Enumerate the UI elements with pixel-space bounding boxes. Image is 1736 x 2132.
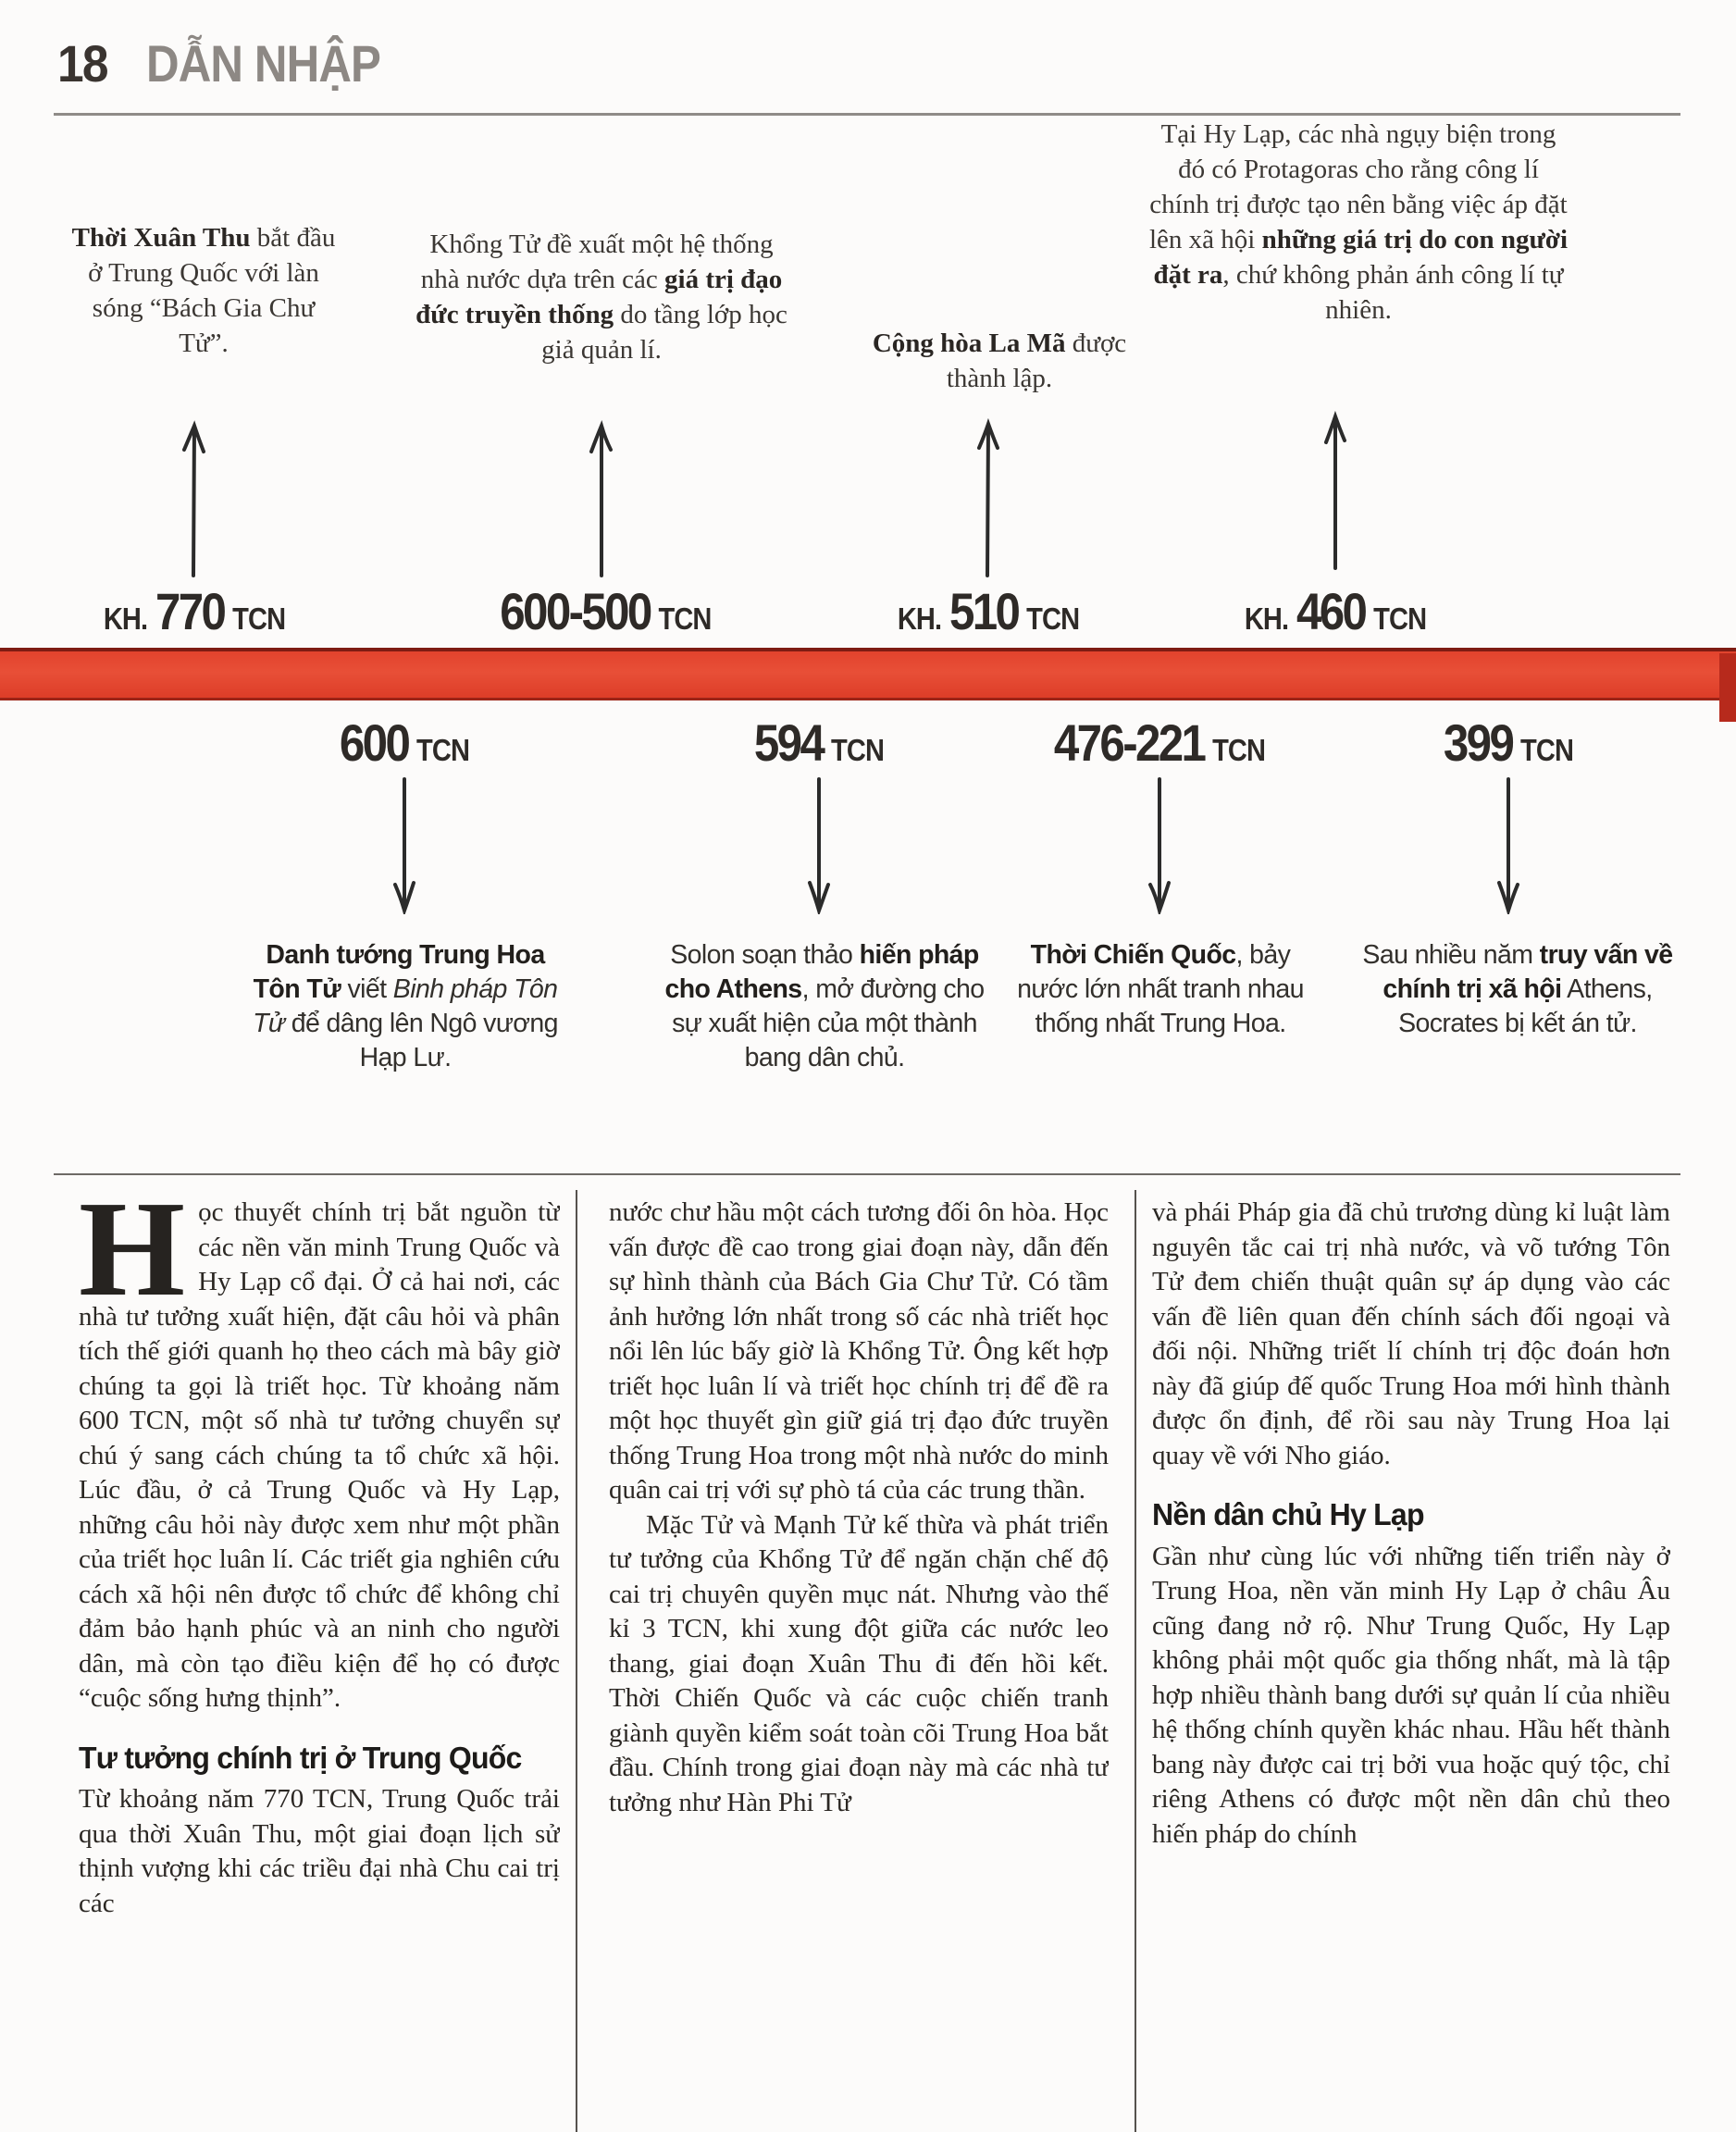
up-arrow-icon — [1319, 409, 1352, 576]
date-prefix: KH. — [897, 601, 942, 636]
down-arrow-icon — [1143, 775, 1176, 914]
event-date-510 — [849, 581, 1126, 641]
date-suffix: TCN — [232, 601, 286, 636]
paragraph-text: ọc thuyết chính trị bắt nguồn từ các nền văn minh Trung Quốc và Hy Lạp cổ đại. Ở cả hai nơi, các nhà tư tưởng xuất hiện, đặt câu hỏi và phân tích thế giới quanh họ theo cách mà bây giờ chúng ta gọi là triết học. Từ khoảng năm 600 TCN, một số nhà tư tưởng chuyển sự chú ý sang cách chúng ta tổ chức xã hội. Lúc đầu, ở cả Trung Quốc và Hy Lạp, những câu hỏi này được xem như một phần của triết học luân lí. Các triết gia nghiên cứu cách xã hội nên được tổ chức để không chỉ đảm bảo hạnh phúc và an ninh cho người dân, mà còn tạo điều kiện để họ có được “cuộc sống hưng thịnh”. — [79, 1197, 560, 1713]
date-suffix: TCN — [1520, 733, 1574, 767]
down-arrow-icon — [388, 775, 421, 914]
timeline-event-top-1: Thời Xuân Thu bắt đầu ở Trung Quốc với làn sóng “Bách Gia Chư Tử”. — [71, 223, 336, 358]
date-suffix: TCN — [1373, 601, 1427, 636]
article-column-1 — [79, 1196, 560, 2132]
up-arrow-icon — [972, 418, 1005, 581]
event-date-476-221 — [1021, 713, 1297, 773]
header-rule — [54, 113, 1680, 116]
event-date-594 — [680, 713, 957, 773]
date-number: 600 — [339, 713, 409, 772]
column-divider — [1135, 1190, 1136, 2132]
article-column-3 — [1152, 1196, 1670, 2132]
down-arrow-icon — [802, 775, 836, 914]
date-suffix: TCN — [1212, 733, 1266, 767]
timeline-event-bottom-1: Danh tướng Trung Hoa Tôn Tử viết Binh pháp Tôn Tử để dâng lên Ngô vương Hạp Lư. — [253, 940, 558, 1072]
column-divider — [576, 1190, 577, 2132]
date-number: 460 — [1296, 582, 1366, 640]
date-number: 476-221 — [1053, 713, 1205, 772]
article-paragraph: Mặc Tử và Mạnh Tử kế thừa và phát triển tư tưởng của Khổng Tử để ngăn chặn chế độ cai trị chuyên quyền mục nát. Nhưng vào thế kỉ 3 TCN, khi xung đột giữa các nước leo thang, giai đoạn Xuân Thu đi đến hồi kết. Thời Chiến Quốc và các cuộc chiến tranh giành quyền kiểm soát toàn cõi Trung Hoa bắt đầu. Chính trong giai đoạn này mà các nhà tư tưởng như Hàn Phi Tử — [609, 1509, 1109, 1817]
article-column-2 — [609, 1196, 1109, 2132]
event-date-399 — [1370, 713, 1646, 773]
date-suffix: TCN — [658, 601, 712, 636]
article-top-rule — [54, 1173, 1680, 1175]
date-suffix: TCN — [1026, 601, 1080, 636]
subheading-greece: Nền dân chủ Hy Lạp — [1152, 1497, 1424, 1531]
subheading-china: Tư tưởng chính trị ở Trung Quốc — [79, 1740, 522, 1775]
date-number: 510 — [949, 582, 1019, 640]
date-number: 594 — [753, 713, 824, 772]
date-number: 600-500 — [500, 582, 651, 640]
date-suffix: TCN — [831, 733, 885, 767]
timeline-event-top-4: Tại Hy Lạp, các nhà ngụy biện trong đó có Protagoras cho rằng công lí chính trị được tạo nên bằng việc áp đặt lên xã hội những giá trị do con người đặt ra, chứ không phản ánh công lí tự nhiên. — [1148, 119, 1569, 325]
up-arrow-icon — [178, 418, 211, 581]
date-number: 770 — [155, 582, 225, 640]
up-arrow-icon — [585, 418, 618, 581]
article-paragraph: Gần như cùng lúc với những tiến triển này ở Trung Hoa, nền văn minh Hy Lạp ở châu Âu cũng đang nở rộ. Như Trung Quốc, Hy Lạp không phải một quốc gia thống nhất, mà là tập hợp nhiều thành bang dưới sự quản lí của nhiều hệ thống chính quyền khác nhau. Hầu hết thành bang này được cai trị bởi vua hoặc quý tộc, chỉ riêng Athens có được một nền dân chủ theo hiến pháp do chính — [1152, 1541, 1670, 1849]
timeline-event-top-2: Khổng Tử đề xuất một hệ thống nhà nước dựa trên các giá trị đạo đức truyền thống do tầng lớp học giả quản lí. — [415, 229, 787, 365]
timeline-event-bottom-3: Thời Chiến Quốc, bảy nước lớn nhất tranh nhau thống nhất Trung Hoa. — [1017, 940, 1304, 1038]
date-prefix: KH. — [103, 601, 148, 636]
event-date-460 — [1197, 581, 1473, 641]
event-date-600 — [266, 713, 542, 773]
date-number: 399 — [1443, 713, 1513, 772]
page-number: 18 — [57, 34, 107, 93]
timeline-event-top-3: Cộng hòa La Mã được thành lập. — [872, 328, 1127, 393]
timeline-event-bottom-4: Sau nhiều năm truy vấn về chính trị xã hội Athens, Socrates bị kết án tử. — [1362, 940, 1673, 1038]
down-arrow-icon — [1492, 775, 1525, 914]
date-prefix: KH. — [1244, 601, 1289, 636]
article-paragraph: nước chư hầu một cách tương đối ôn hòa. Học vấn được đề cao trong giai đoạn này, dẫn đến sự hình thành của Bách Gia Chư Tử. Có tầm ảnh hưởng lớn nhất trong số các nhà triết học nổi lên lúc bấy giờ là Khổng Tử. Ông kết hợp triết học luân lí và triết học chính trị để đề ra một học thuyết gìn giữ giá trị đạo đức truyền thống Trung Hoa trong một nhà nước do minh quân cai trị với sự phò tá của các trung thần. — [609, 1197, 1109, 1505]
drop-cap: H — [79, 1196, 186, 1325]
event-date-600-500 — [463, 581, 739, 641]
article-paragraph: Từ khoảng năm 770 TCN, Trung Quốc trải qua thời Xuân Thu, một giai đoạn lịch sử thịnh vượng khi các triều đại nhà Chu cai trị các — [79, 1784, 560, 1918]
article-paragraph — [79, 1196, 560, 1717]
section-title: DẪN NHẬP — [146, 34, 381, 93]
page-header — [57, 33, 413, 93]
timeline-event-bottom-2: Solon soạn thảo hiến pháp cho Athens, mở đường cho sự xuất hiện của một thành bang dân chủ. — [664, 940, 985, 1072]
event-date-770 — [56, 581, 332, 641]
date-suffix: TCN — [416, 733, 470, 767]
timeline-red-band-edge — [1719, 653, 1736, 722]
timeline-red-band — [0, 648, 1736, 700]
article-paragraph: và phái Pháp gia đã chủ trương dùng kỉ luật làm nguyên tắc cai trị nhà nước, và võ tướng Tôn Tử đem chiến thuật quân sự áp dụng vào các vấn đề liên quan đến chính sách đối ngoại và đối nội. Những triết lí chính trị độc đoán hơn này đã giúp đế quốc Trung Hoa mới hình thành được ổn định, để rồi sau này Trung Hoa lại quay về với Nho giáo. — [1152, 1197, 1670, 1470]
